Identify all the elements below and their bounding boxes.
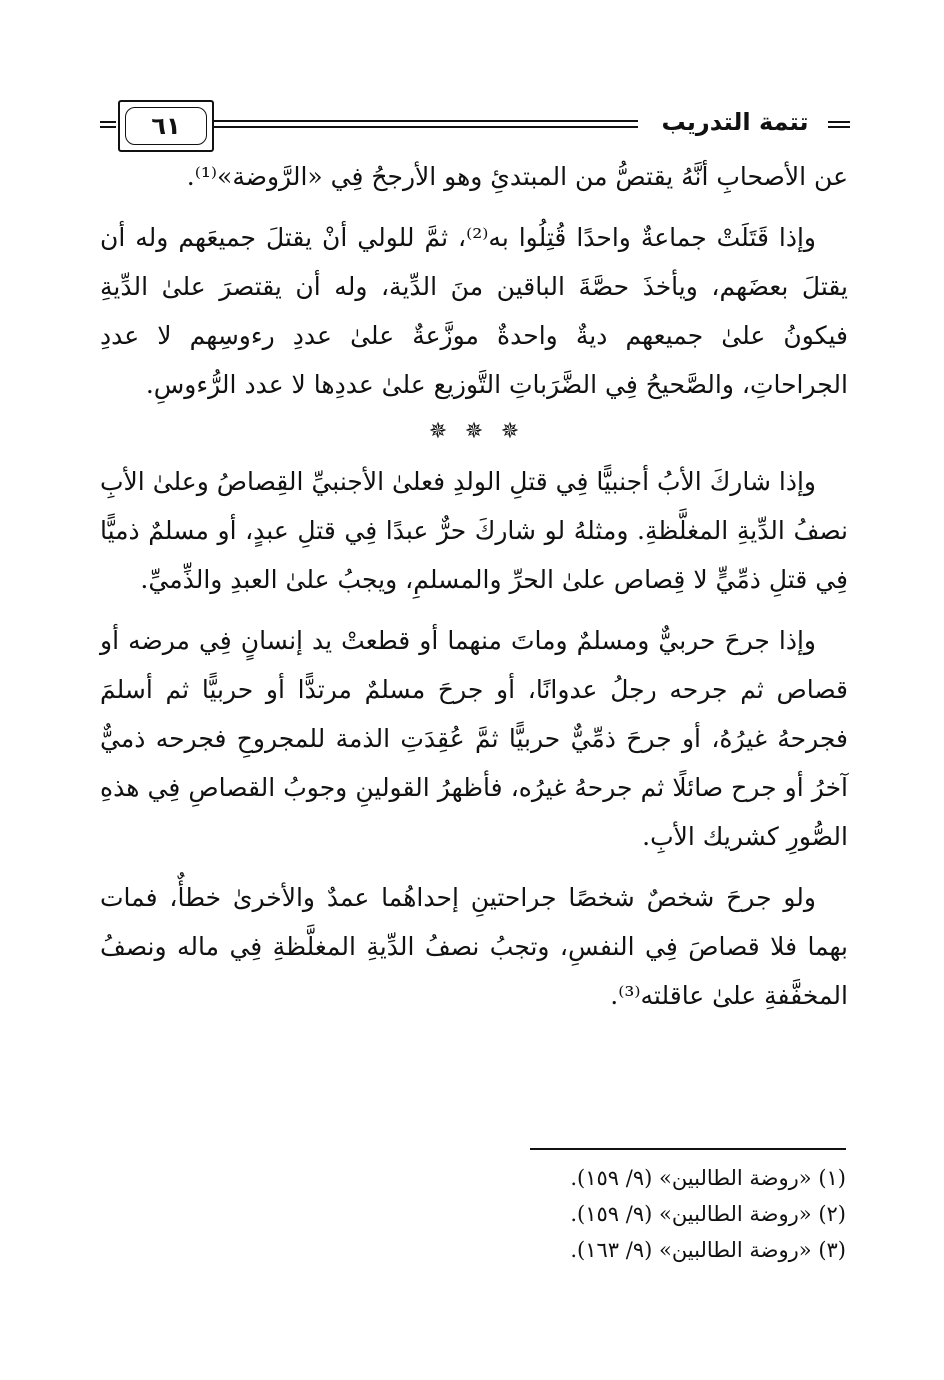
paragraph: عن الأصحابِ أنَّهُ يقتصُّ من المبتدئِ وهو الأرجحُ فِي «الرَّوضة»⁽¹⁾.	[186, 162, 848, 191]
page-header	[100, 100, 850, 152]
header-rule-right	[828, 121, 850, 128]
footnote-separator	[530, 1148, 846, 1150]
page-number: ٦١	[125, 107, 207, 145]
paragraph: وإذا جرحَ حربيٌّ ومسلمٌ وماتَ منهما أو قطعتْ يد إنسانٍ فِي مرضه أو قصاص ثم جرحه رجلُ عدوانًا، أو جرحَ مسلمٌ مرتدًّا أو حربيًّا ثم أسلمَ فجرحهُ غيرُهُ، أو جرحَ ذمِّيٌّ حربيًّا ثمَّ عُقِدَتِ الذمة للمجروحِ فجرحه ذميٌّ آخرُ أو جرح صائلًا ثم جرحهُ غيرُه، فأظهرُ القولينِ وجوبُ القصاصِ فِي هذهِ الصُّورِ كشريك الأبِ.	[100, 626, 848, 851]
eight-point-star-icon: ✵	[464, 419, 484, 444]
section-divider	[100, 421, 848, 443]
running-title: تتمة التدريب	[661, 108, 809, 136]
main-text	[100, 152, 848, 1032]
paragraph: وإذا شاركَ الأبُ أجنبيًّا فِي قتلِ الولدِ فعلىٰ الأجنبيِّ القِصاصُ وعلىٰ الأبِ نصفُ الدِّيةِ المغلَّظةِ. ومثلهُ لو شاركَ حرٌّ عبدًا فِي قتلِ عبدٍ، أو مسلمٌ ذميًّا فِي قتلِ ذمِّيٍّ لا قِصاص علىٰ الحرِّ والمسلمِ، ويجبُ علىٰ العبدِ والذِّميِّ.	[100, 467, 848, 594]
eight-point-star-icon: ✵	[428, 419, 448, 444]
paragraph: ولو جرحَ شخصٌ شخصًا جراحتينِ إحداهُما عمدٌ والأخرىٰ خطأٌ، فمات بهما فلا قصاصَ فِي النفسِ، وتجبُ نصفُ الدِّيةِ المغلَّظةِ فِي ماله ونصفُ المخفَّفةِ علىٰ عاقلته⁽³⁾.	[100, 883, 848, 1010]
footnote: (٢) «روضة الطالبين» (٩/ ١٥٩).	[570, 1202, 846, 1226]
header-rule-left	[100, 121, 116, 128]
paragraph: وإذا قَتَلَتْ جماعةٌ واحدًا قُتِلُوا به⁽²⁾، ثمَّ للولي أنْ يقتلَ جميعَهم وله أن يقتلَ بعضَهم، ويأخذَ حصَّةَ الباقين منَ الدِّية، وله أن يقتصرَ علىٰ الدِّيةِ فيكونُ علىٰ جميعهم ديةٌ واحدةٌ موزَّعةٌ علىٰ عددِ رءوسِهم لا عددِ الجراحاتِ، والصَّحيحُ فِي الضَّرَباتِ التَّوزيع علىٰ عددِها لا عدد الرُّءوسِ.	[100, 223, 848, 399]
footnotes	[420, 1160, 846, 1268]
page-number-frame	[118, 100, 214, 152]
footnote: (٣) «روضة الطالبين» (٩/ ١٦٣).	[570, 1238, 846, 1262]
footnote: (١) «روضة الطالبين» (٩/ ١٥٩).	[570, 1166, 846, 1190]
eight-point-star-icon: ✵	[500, 419, 520, 444]
header-rule	[214, 120, 638, 128]
